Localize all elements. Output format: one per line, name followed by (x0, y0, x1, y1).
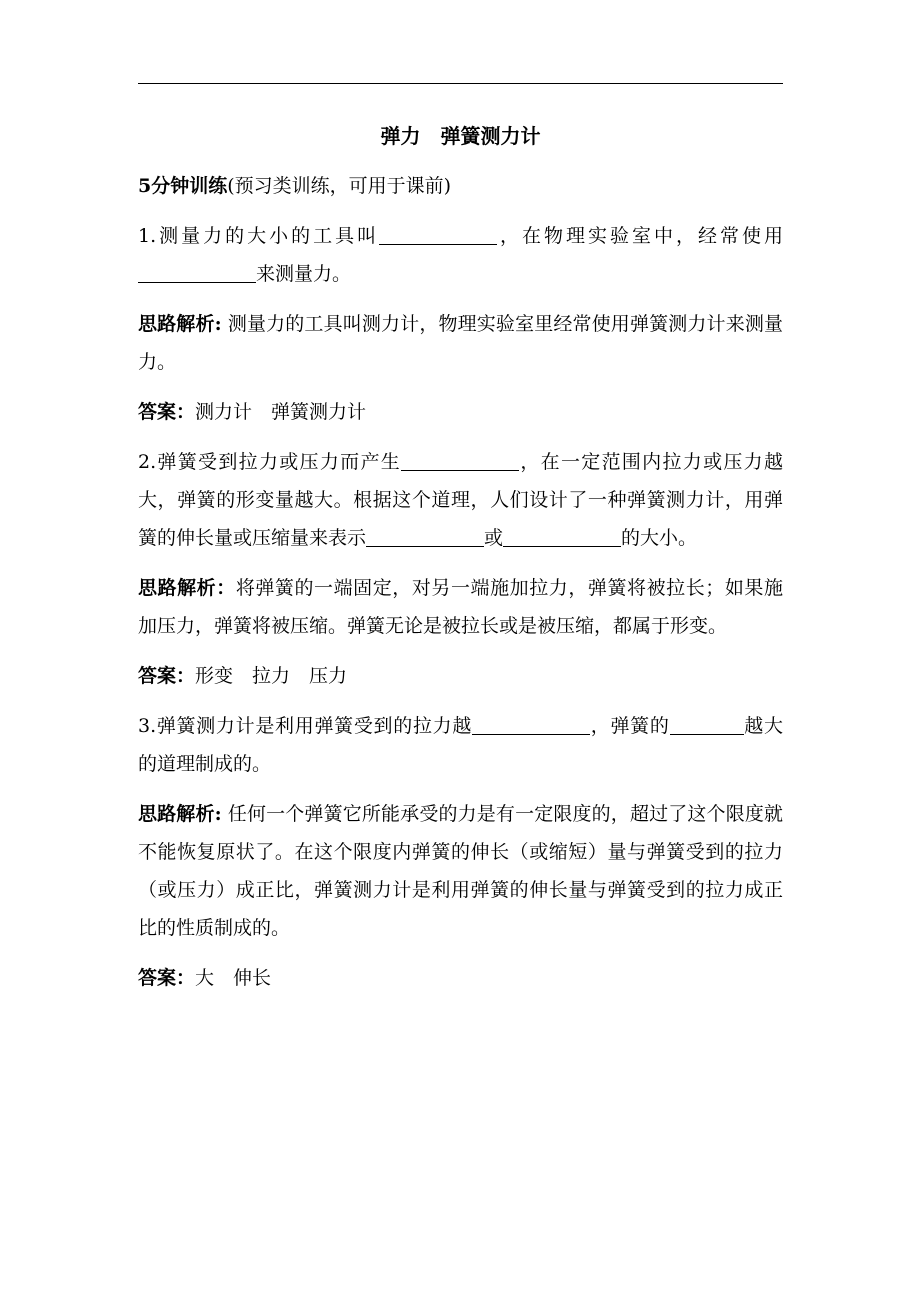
question-1-analysis (138, 305, 783, 381)
fill-blank (472, 715, 590, 735)
stem-text: 的大小。 (621, 527, 698, 549)
section-heading-note: (预习类训练，可用于课前) (227, 175, 452, 197)
answer-text: 形变 拉力 压力 (195, 665, 348, 687)
question-2-stem (138, 443, 783, 557)
stem-text: 1.测量力的大小的工具叫 (138, 225, 380, 247)
answer-label: 答案： (138, 967, 196, 989)
header-rule (138, 83, 783, 84)
fill-blank (366, 527, 484, 547)
stem-text: 或 (484, 527, 504, 549)
stem-text: ，在物理实验室中，经常使用 (497, 225, 783, 247)
answer-text: 测力计 弹簧测力计 (195, 401, 367, 423)
stem-text: 2.弹簧受到拉力或压力而产生 (138, 451, 402, 473)
section-heading-bold: 5分钟训练 (138, 175, 228, 197)
stem-text: 越大的道理制成的。 (138, 715, 783, 775)
document-page (138, 0, 783, 1302)
question-1-stem (138, 217, 783, 293)
fill-blank (138, 263, 256, 283)
stem-text: 来测量力。 (256, 263, 352, 285)
analysis-label: 思路解析： (138, 577, 236, 599)
analysis-text: 测量力的工具叫测力计，物理实验室里经常使用弹簧测力计来测量力。 (138, 313, 784, 373)
fill-blank (670, 715, 744, 735)
document-title: 弹力 弹簧测力计 (380, 124, 541, 148)
stem-text: ，弹簧的 (590, 715, 670, 737)
section-heading (138, 167, 783, 205)
question-2-answer (138, 657, 783, 695)
analysis-label: 思路解析: (138, 803, 222, 825)
analysis-label: 思路解析: (138, 313, 222, 335)
stem-text: 3.弹簧测力计是利用弹簧受到的拉力越 (138, 715, 473, 737)
fill-blank (401, 451, 519, 471)
fill-blank (503, 527, 621, 547)
question-2-analysis (138, 569, 783, 645)
answer-text: 大 伸长 (195, 967, 272, 989)
document-body (138, 167, 783, 1009)
question-3-answer (138, 959, 783, 997)
question-1-answer (138, 393, 783, 431)
question-3-analysis (138, 795, 783, 947)
fill-blank (379, 225, 497, 245)
question-3-stem (138, 707, 783, 783)
stem-text: ，在一定范围内拉力或压力越大，弹簧的形变量越大。根据这个道理，人们设计了一种弹簧测力计，用弹簧的伸长量或压缩量来表示 (138, 451, 783, 549)
answer-label: 答案： (138, 665, 196, 687)
analysis-text: 任何一个弹簧它所能承受的力是有一定限度的，超过了这个限度就不能恢复原状了。在这个限度内弹簧的伸长（或缩短）量与弹簧受到的拉力（或压力）成正比，弹簧测力计是利用弹簧的伸长量与弹簧受到的拉力成正比的性质制成的。 (138, 803, 784, 939)
answer-label: 答案： (138, 401, 196, 423)
analysis-text: 将弹簧的一端固定，对另一端施加拉力，弹簧将被拉长；如果施加压力，弹簧将被压缩。弹簧无论是被拉长或是被压缩，都属于形变。 (138, 577, 783, 637)
